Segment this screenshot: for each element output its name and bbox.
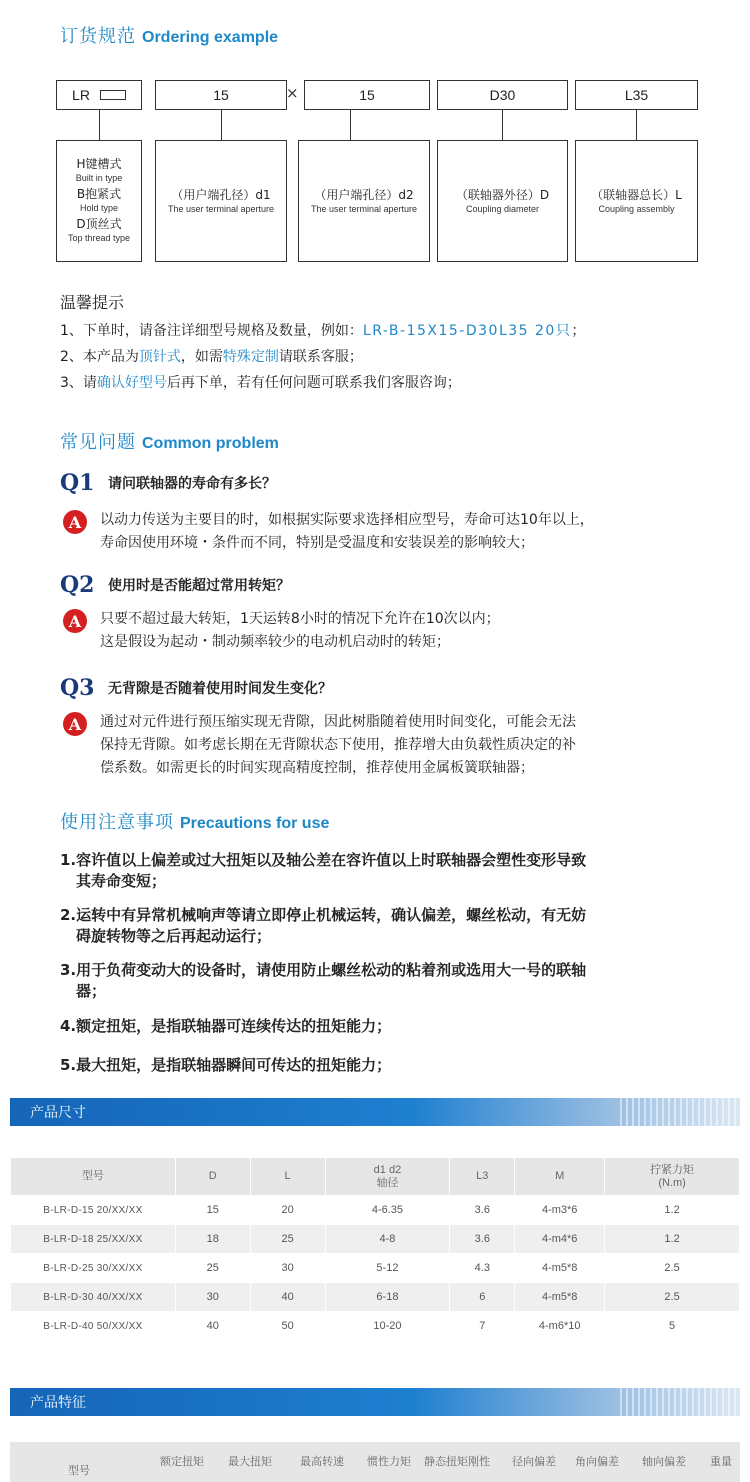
header-L3: L3 xyxy=(450,1158,515,1196)
table-row xyxy=(11,1225,740,1254)
cell-D: 15 xyxy=(175,1196,250,1225)
cell-M: 4-m5*8 xyxy=(515,1283,605,1312)
cell-torque: 2.5 xyxy=(605,1254,740,1283)
cell-bore: 6-18 xyxy=(325,1283,450,1312)
tip-3-highlight: 确认好型号 xyxy=(96,375,167,391)
cell-torque: 1.2 xyxy=(605,1225,740,1254)
q2-text: 使用时是否能超过常用转矩？ xyxy=(108,578,290,594)
desc-box-D xyxy=(437,140,568,262)
tip-2 xyxy=(60,346,363,366)
a3-line-2: 保持无背隙。如考虑长期在无背隙状态下使用，推荐增大由负载性质决定的补 xyxy=(100,737,576,753)
tip-3 xyxy=(60,372,461,392)
cell-model: B-LR-D-15 20/XX/XX xyxy=(11,1196,176,1225)
cell-model: B-LR-D-18 25/XX/XX xyxy=(11,1225,176,1254)
feat-header-angular: 角向偏差 xyxy=(575,1455,619,1468)
cell-M: 4-m3*6 xyxy=(515,1196,605,1225)
desc-d2-cn: （用户端孔径）d2 xyxy=(314,188,414,202)
tip-3-end: 后再下单，若有任何问题可联系我们客服咨询； xyxy=(166,375,461,391)
precaution-2-line-1: 2.运转中有异常机械响声等请立即停止机械运转，确认偏差，螺丝松动，有无妨 xyxy=(60,906,587,924)
header-torque-unit: (N.m) xyxy=(658,1176,686,1189)
connector-line-d1 xyxy=(221,110,222,140)
size-table-header xyxy=(11,1158,740,1196)
header-bore xyxy=(325,1158,450,1196)
cell-bore: 4-6.35 xyxy=(325,1196,450,1225)
cell-model: B-LR-D-25 30/XX/XX xyxy=(11,1254,176,1283)
desc-L-cn: （联轴器总长）L xyxy=(591,188,682,202)
tip-2-text: 2、本产品为 xyxy=(60,349,139,365)
size-band xyxy=(10,1098,740,1126)
feature-band-title: 产品特征 xyxy=(30,1395,86,1411)
precaution-3-line-2: 器； xyxy=(76,982,107,1000)
desc-box-type xyxy=(56,140,142,262)
size-band-title: 产品尺寸 xyxy=(30,1105,86,1121)
tip-1-text: 1、下单时，请备注详细型号规格及数量，例如： xyxy=(60,323,363,339)
feat-header-weight: 重量 xyxy=(710,1455,732,1468)
order-box-D xyxy=(437,80,568,110)
order-box-d2-value: 15 xyxy=(359,87,375,103)
type-d-cn: D顶丝式 xyxy=(76,217,122,231)
order-box-type-label: LR xyxy=(72,87,90,103)
cell-L3: 6 xyxy=(450,1283,515,1312)
times-sign: × xyxy=(286,84,299,102)
q3-text: 无背隙是否随着使用时间发生变化？ xyxy=(108,681,332,697)
cell-torque: 5 xyxy=(605,1312,740,1341)
cell-torque: 1.2 xyxy=(605,1196,740,1225)
q1-text: 请问联轴器的寿命有多长？ xyxy=(108,476,276,492)
q2-label: Q2 xyxy=(60,572,95,598)
cell-L3: 3.6 xyxy=(450,1196,515,1225)
type-b-en: Hold type xyxy=(79,203,119,213)
connector-line-d2 xyxy=(350,110,351,140)
order-box-d1-value: 15 xyxy=(213,87,229,103)
cell-L3: 7 xyxy=(450,1312,515,1341)
faq-title-en: Common problem xyxy=(142,435,279,452)
header-model: 型号 xyxy=(11,1158,176,1196)
type-h-en: Built in type xyxy=(75,173,123,183)
precaution-4-line-1: 4.额定扭矩，是指联轴器可连续传达的扭矩能力； xyxy=(60,1017,392,1035)
type-placeholder-rect xyxy=(100,90,126,100)
desc-box-L xyxy=(575,140,698,262)
order-box-d2 xyxy=(304,80,430,110)
precautions-title-cn: 使用注意事项 xyxy=(60,812,174,833)
header-bore-d1d2: d1 d2 xyxy=(373,1163,402,1176)
connector-line-type xyxy=(99,110,100,140)
cell-M: 4-m5*8 xyxy=(515,1254,605,1283)
desc-box-d2 xyxy=(298,140,430,262)
cell-L: 25 xyxy=(250,1225,325,1254)
desc-d2-en: The user terminal aperture xyxy=(310,204,418,214)
answer-icon: A xyxy=(63,609,87,633)
tip-2-end: 请联系客服； xyxy=(278,349,363,365)
cell-D: 40 xyxy=(175,1312,250,1341)
a3-line-3: 偿系数。如需更长的时间实现高精度控制，推荐使用金属板簧联轴器； xyxy=(100,760,534,776)
precaution-5 xyxy=(60,1055,391,1076)
ordering-section-title xyxy=(60,22,278,48)
ordering-title-en: Ordering example xyxy=(142,29,279,46)
desc-D-en: Coupling diameter xyxy=(465,204,540,214)
order-box-type xyxy=(56,80,142,110)
feature-band xyxy=(10,1388,740,1416)
precaution-3 xyxy=(60,960,586,1002)
feat-header-axial: 轴向偏差 xyxy=(642,1455,686,1468)
precaution-5-line-1: 5.最大扭矩，是指联轴器瞬间可传达的扭矩能力； xyxy=(60,1056,392,1074)
a2-line-1: 只要不超过最大转矩，1天运转8小时的情况下允许在10次以内； xyxy=(100,611,500,627)
tip-1-end: ； xyxy=(571,323,586,339)
precaution-2-line-2: 碍旋转物等之后再起动运行； xyxy=(76,927,272,945)
header-L: L xyxy=(250,1158,325,1196)
cell-D: 25 xyxy=(175,1254,250,1283)
faq-section-title xyxy=(60,428,279,454)
a1-line-1: 以动力传送为主要目的时，如根据实际要求选择相应型号，寿命可达10年以上， xyxy=(100,512,594,528)
cell-D: 18 xyxy=(175,1225,250,1254)
cell-L: 20 xyxy=(250,1196,325,1225)
tip-2-highlight: 顶针式 xyxy=(138,349,181,365)
feat-header-max-torque: 最大扭矩 xyxy=(228,1455,272,1468)
tip-1 xyxy=(60,320,585,340)
cell-L: 30 xyxy=(250,1254,325,1283)
faq-question-1 xyxy=(60,470,276,496)
header-bore-shaft: 轴径 xyxy=(376,1176,399,1189)
faq-answer-2 xyxy=(100,608,500,654)
desc-d1-cn: （用户端孔径）d1 xyxy=(171,188,271,202)
cell-L: 40 xyxy=(250,1283,325,1312)
faq-question-3 xyxy=(60,675,332,701)
cell-L: 50 xyxy=(250,1312,325,1341)
order-box-D-value: D30 xyxy=(489,87,516,103)
table-row xyxy=(11,1283,740,1312)
cell-M: 4-m6*10 xyxy=(515,1312,605,1341)
cell-model: B-LR-D-40 50/XX/XX xyxy=(11,1312,176,1341)
cell-L3: 4.3 xyxy=(450,1254,515,1283)
a1-line-2: 寿命因使用环境・条件而不同，特别是受温度和安装误差的影响较大； xyxy=(100,535,534,551)
type-b-cn: B抱紧式 xyxy=(76,187,122,201)
size-table xyxy=(10,1157,740,1341)
connector-line-D xyxy=(502,110,503,140)
precaution-4 xyxy=(60,1016,391,1037)
q3-label: Q3 xyxy=(60,675,95,701)
precaution-1-line-1: 1.容许值以上偏差或过大扭矩以及轴公差在容许值以上时联轴器会塑性变形导致 xyxy=(60,851,587,869)
desc-d1-en: The user terminal aperture xyxy=(167,204,275,214)
tip-3-text: 3、请 xyxy=(60,375,97,391)
faq-question-2 xyxy=(60,572,290,598)
faq-answer-3 xyxy=(100,711,576,780)
desc-box-d1 xyxy=(155,140,287,262)
q1-label: Q1 xyxy=(60,470,95,496)
tip-2-highlight-2: 特殊定制 xyxy=(222,349,279,365)
connector-line-L xyxy=(636,110,637,140)
feat-header-radial: 径向偏差 xyxy=(512,1455,556,1468)
precaution-3-line-1: 3.用于负荷变动大的设备时，请使用防止螺丝松动的粘着剂或选用大一号的联轴 xyxy=(60,961,587,979)
a2-line-2: 这是假设为起动・制动频率较少的电动机启动时的转矩； xyxy=(100,634,450,650)
order-box-L xyxy=(575,80,698,110)
answer-icon: A xyxy=(63,510,87,534)
desc-D-cn: （联轴器外径）D xyxy=(455,188,550,202)
answer-icon: A xyxy=(63,712,87,736)
order-box-d1 xyxy=(155,80,287,110)
tip-2-mid: ，如需 xyxy=(180,349,223,365)
cell-bore: 4-8 xyxy=(325,1225,450,1254)
precaution-1 xyxy=(60,850,586,892)
desc-L-en: Coupling assembly xyxy=(598,204,675,214)
cell-M: 4-m4*6 xyxy=(515,1225,605,1254)
cell-bore: 5-12 xyxy=(325,1254,450,1283)
tip-1-example: LR-B-15X15-D30L35 20只 xyxy=(362,323,572,339)
order-box-L-value: L35 xyxy=(624,87,649,103)
feat-header-max-speed: 最高转速 xyxy=(300,1455,344,1468)
a3-line-1: 通过对元件进行预压缩实现无背隙，因此树脂随着使用时间变化，可能会无法 xyxy=(100,714,576,730)
cell-L3: 3.6 xyxy=(450,1225,515,1254)
feat-header-model: 型号 xyxy=(68,1464,90,1477)
header-D: D xyxy=(175,1158,250,1196)
header-torque xyxy=(605,1158,740,1196)
cell-model: B-LR-D-30 40/XX/XX xyxy=(11,1283,176,1312)
header-M: M xyxy=(515,1158,605,1196)
header-torque-cn: 拧紧力矩 xyxy=(650,1163,695,1176)
feat-header-inertia: 惯性力矩 xyxy=(367,1455,411,1468)
type-h-cn: H键槽式 xyxy=(76,157,122,171)
feat-header-static-stiffness: 静态扭矩刚性 xyxy=(424,1455,490,1468)
feat-header-rated-torque: 额定扭矩 xyxy=(160,1455,204,1468)
tips-heading: 温馨提示 xyxy=(60,293,125,312)
cell-D: 30 xyxy=(175,1283,250,1312)
feature-table-header xyxy=(10,1442,740,1482)
precautions-section-title xyxy=(60,808,329,834)
precaution-2 xyxy=(60,905,586,947)
precautions-title-en: Precautions for use xyxy=(180,815,330,832)
table-row xyxy=(11,1254,740,1283)
faq-answer-1 xyxy=(100,509,594,555)
faq-title-cn: 常见问题 xyxy=(60,432,136,453)
table-row xyxy=(11,1196,740,1225)
type-d-en: Top thread type xyxy=(67,233,131,243)
precaution-1-line-2: 其寿命变短； xyxy=(76,872,167,890)
cell-torque: 2.5 xyxy=(605,1283,740,1312)
cell-bore: 10-20 xyxy=(325,1312,450,1341)
ordering-title-cn: 订货规范 xyxy=(60,26,136,47)
table-row xyxy=(11,1312,740,1341)
